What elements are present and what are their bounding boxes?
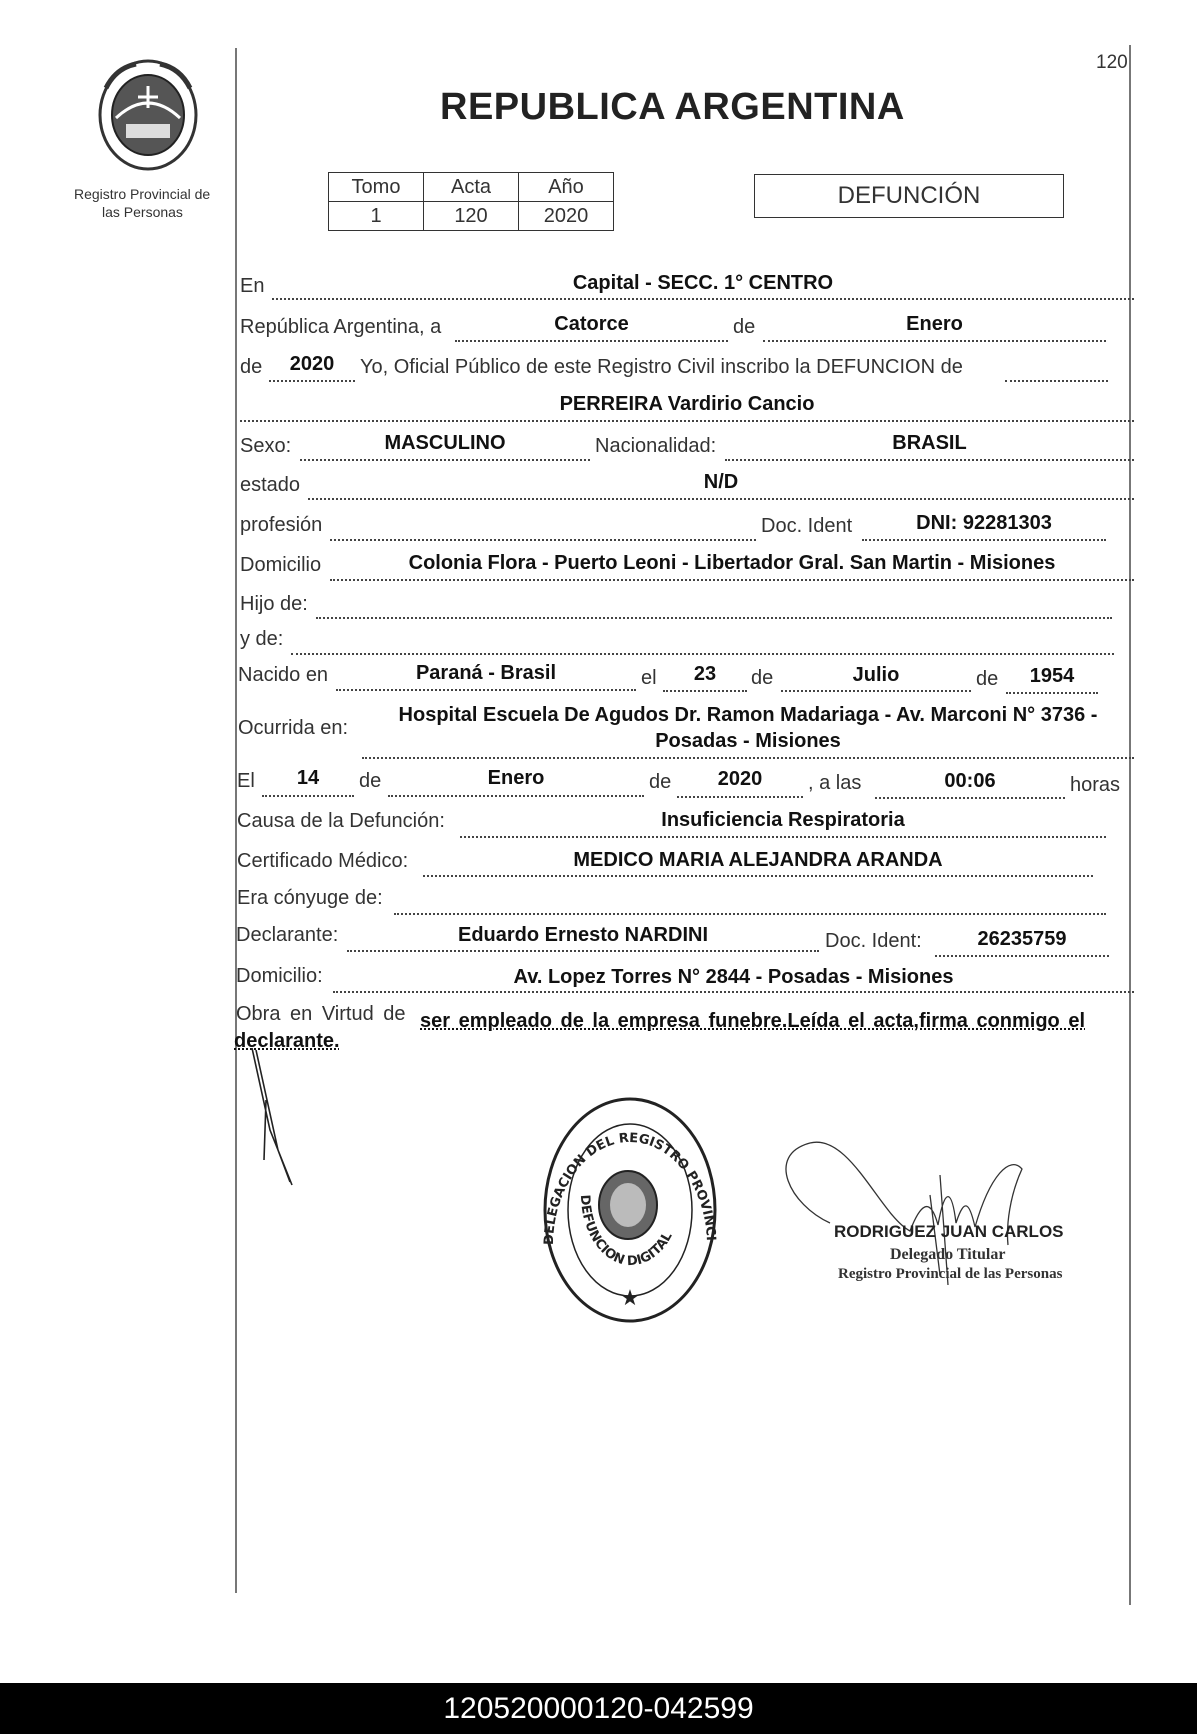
label-certificado: Certificado Médico:	[237, 850, 409, 872]
label-obra-en-virtud: Obra en Virtud de	[236, 1003, 406, 1025]
value-year: 2020	[289, 353, 335, 375]
declarant-signature	[240, 1040, 300, 1190]
label-horas: horas	[1070, 774, 1121, 796]
value-obra-line1: ser empleado de la empresa funebre.Leída el acta,firma conmigo el	[420, 1010, 1086, 1032]
header-acta: Acta	[424, 173, 519, 202]
value-death-place-line2: Posadas - Misiones	[655, 730, 841, 752]
value-birth-month: Julio	[852, 664, 900, 686]
label-de-year: de	[240, 356, 263, 378]
dotline-doc-ident	[862, 539, 1106, 541]
header-anio: Año	[519, 173, 614, 202]
label-el: el	[641, 667, 657, 689]
dotline-place	[272, 298, 1134, 300]
dotline-declarante	[347, 950, 819, 952]
dotline-death-time	[875, 797, 1065, 799]
label-el-cap: El	[237, 770, 255, 792]
value-declarante-doc: 26235759	[977, 928, 1067, 950]
official-role: Delegado Titular	[890, 1246, 1006, 1263]
value-acta: 120	[424, 202, 519, 231]
value-death-year: 2020	[717, 768, 763, 790]
dotline-death-month	[388, 795, 644, 797]
value-doc-ident: DNI: 92281303	[916, 512, 1052, 534]
label-a-las: , a las	[808, 772, 862, 794]
label-de-birth-year: de	[976, 668, 999, 690]
value-deceased-name: PERREIRA Vardirio Cancio	[559, 393, 815, 415]
inscribo-text: Yo, Oficial Público de este Registro Civil inscribo la DEFUNCION de	[360, 356, 963, 378]
dotline-month	[763, 340, 1106, 342]
page-number: 120	[1096, 52, 1128, 73]
label-estado: estado	[240, 474, 301, 496]
label-de-death-month: de	[359, 770, 382, 792]
value-domicilio: Colonia Flora - Puerto Leoni - Libertador Gral. San Martin - Misiones	[408, 552, 1056, 574]
label-republica: República Argentina, a	[240, 316, 442, 338]
label-en: En	[240, 275, 265, 297]
barcode-number: 120520000120-042599	[0, 1683, 1197, 1734]
value-death-place-line1: Hospital Escuela De Agudos Dr. Ramon Madariaga - Av. Marconi N° 3736 -	[398, 704, 1098, 726]
dotline-day	[455, 340, 728, 342]
label-de-1: de	[733, 316, 756, 338]
value-day-text: Catorce	[554, 313, 629, 335]
dotline-birth-year	[1006, 692, 1098, 694]
dotline-profesion	[330, 539, 756, 541]
dotline-causa	[460, 836, 1106, 838]
label-y-de: y de:	[240, 628, 284, 650]
registry-stamp	[541, 1095, 719, 1325]
label-nacido-en: Nacido en	[238, 664, 329, 686]
document-title: REPUBLICA ARGENTINA	[440, 86, 905, 128]
label-conyuge: Era cónyuge de:	[237, 887, 383, 909]
dotline-birth-month	[781, 690, 971, 692]
official-name: RODRIGUEZ JUAN CARLOS	[834, 1222, 1064, 1241]
dotline-sexo	[300, 459, 590, 461]
label-profesion: profesión	[240, 514, 323, 536]
header-tomo: Tomo	[329, 173, 424, 202]
value-death-time: 00:06	[944, 770, 996, 792]
value-birth-place: Paraná - Brasil	[415, 662, 557, 684]
record-reference-table	[328, 172, 614, 231]
value-month-text: Enero	[906, 313, 963, 335]
dotline-conyuge	[394, 913, 1106, 915]
dotline-death-place	[362, 757, 1134, 759]
label-declarante-doc: Doc. Ident:	[825, 930, 922, 952]
province-seal-logo	[96, 58, 200, 176]
record-type-box: DEFUNCIÓN	[754, 174, 1064, 218]
value-tomo: 1	[329, 202, 424, 231]
label-causa: Causa de la Defunción:	[237, 810, 445, 832]
label-de-death-year: de	[649, 771, 672, 793]
dotline-birth-place	[336, 689, 636, 691]
dotline-inscribo-tail	[1005, 380, 1108, 382]
label-hijo-de: Hijo de:	[240, 593, 308, 615]
label-sexo: Sexo:	[240, 435, 292, 457]
value-estado: N/D	[703, 471, 739, 493]
dotline-name	[240, 420, 1134, 422]
dotline-y-de	[291, 653, 1114, 655]
value-birth-day: 23	[693, 663, 717, 685]
value-death-month: Enero	[487, 767, 545, 789]
value-obra-line2: declarante.	[234, 1030, 340, 1052]
dotline-death-day	[262, 795, 354, 797]
dotline-declarante-domicilio	[333, 991, 1134, 993]
dotline-year	[269, 380, 355, 382]
label-declarante: Declarante:	[236, 924, 339, 946]
value-birth-year: 1954	[1029, 665, 1075, 687]
dotline-estado	[308, 498, 1134, 500]
dotline-hijo-de	[316, 617, 1112, 619]
dotline-death-year	[677, 796, 803, 798]
svg-text:★: ★	[620, 1285, 640, 1310]
label-nacionalidad: Nacionalidad:	[595, 435, 717, 457]
value-death-day: 14	[296, 767, 320, 789]
value-nacionalidad: BRASIL	[892, 432, 967, 454]
label-de-birth-month: de	[751, 667, 774, 689]
dotline-nacionalidad	[725, 459, 1134, 461]
value-causa: Insuficiencia Respiratoria	[661, 809, 905, 831]
value-place: Capital - SECC. 1° CENTRO	[572, 272, 834, 294]
value-certificado: MEDICO MARIA ALEJANDRA ARANDA	[573, 849, 943, 871]
official-office: Registro Provincial de las Personas	[838, 1266, 1063, 1282]
dotline-domicilio	[330, 579, 1134, 581]
stamp-ring-text: DELEGACION DEL REGISTRO PROVINCI	[541, 1130, 718, 1246]
value-declarante-domicilio: Av. Lopez Torres N° 2844 - Posadas - Misiones	[513, 966, 954, 988]
value-sexo: MASCULINO	[384, 432, 506, 454]
label-ocurrida-en: Ocurrida en:	[238, 717, 349, 739]
value-declarante: Eduardo Ernesto NARDINI	[457, 924, 709, 946]
dotline-declarante-doc	[935, 955, 1109, 957]
dotline-certificado	[423, 875, 1093, 877]
logo-caption-line2: las Personas	[102, 204, 183, 220]
logo-caption-line1: Registro Provincial de	[74, 186, 211, 202]
label-domicilio: Domicilio	[240, 554, 322, 576]
label-doc-ident: Doc. Ident	[761, 515, 853, 537]
label-declarante-domicilio: Domicilio:	[236, 965, 323, 987]
dotline-birth-day	[663, 690, 747, 692]
value-anio: 2020	[519, 202, 614, 231]
stamp-inner-text: DEFUNCION DIGITAL	[576, 1194, 676, 1270]
